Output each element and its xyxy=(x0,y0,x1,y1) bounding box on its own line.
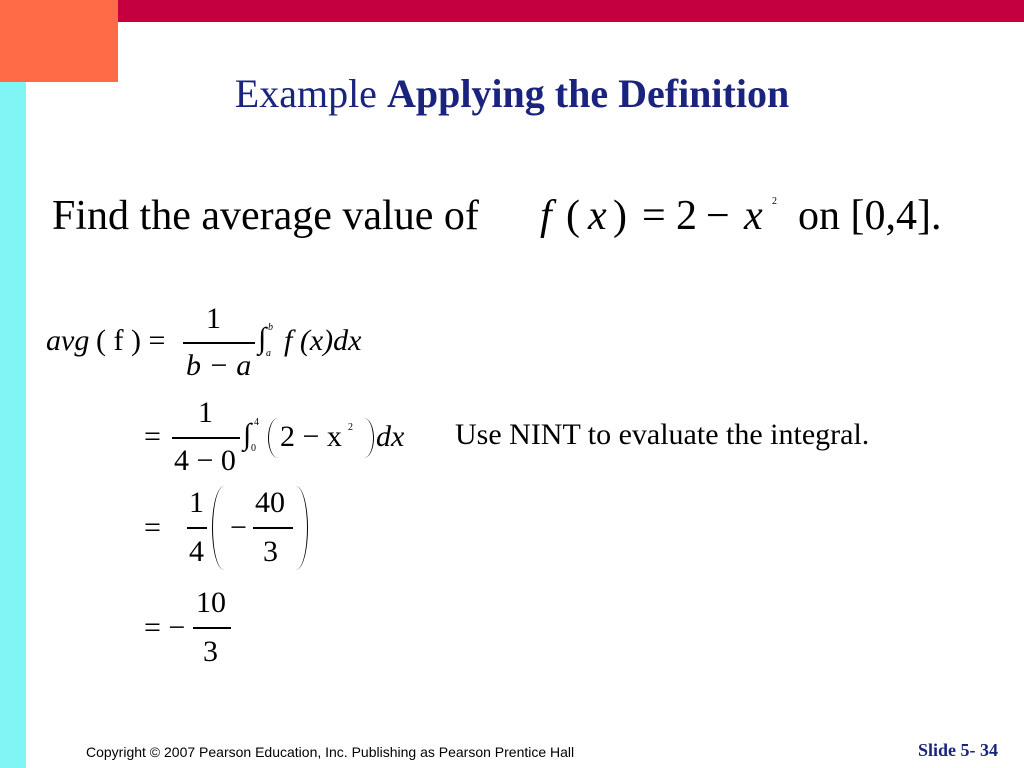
step3-minus: − xyxy=(230,511,247,544)
problem-exponent: 2 xyxy=(772,196,777,207)
step2-dx: dx xyxy=(376,420,405,453)
step3-numerator-1: 1 xyxy=(189,486,204,519)
slide-title xyxy=(0,70,1024,117)
step1-denominator: b − a xyxy=(186,349,252,382)
problem-x: x xyxy=(588,193,607,239)
integral-sign: ∫ xyxy=(258,322,267,355)
step2-integrand: 2 − x xyxy=(280,420,342,453)
problem-lparen: ( xyxy=(566,193,580,239)
step2-numerator: 1 xyxy=(198,396,213,429)
upper-limit: b xyxy=(268,322,273,333)
problem-f: f xyxy=(540,193,552,239)
step3-numerator-2: 40 xyxy=(255,486,285,519)
step4-denominator: 3 xyxy=(203,635,218,668)
step2-exponent: 2 xyxy=(348,422,353,433)
avg-label: avg xyxy=(46,324,90,357)
lower-limit: a xyxy=(266,348,271,359)
problem-lead: Find the average value of xyxy=(52,193,479,239)
step3-fraction-bar-1 xyxy=(187,527,207,529)
side-accent-bar xyxy=(0,82,26,768)
copyright-footer: Copyright © 2007 Pearson Education, Inc. Publishing as Pearson Prentice Hall xyxy=(86,744,575,760)
step1-fraction-bar xyxy=(183,342,255,344)
step3-equals: = xyxy=(144,511,161,544)
problem-two: 2 xyxy=(676,193,697,239)
step4-equals: = − xyxy=(144,611,186,644)
top-accent-bar xyxy=(118,0,1024,22)
step4-fraction-bar xyxy=(193,627,231,629)
step2-fraction-bar xyxy=(172,437,240,439)
step3-fraction-bar-2 xyxy=(253,527,293,529)
slide-number: Slide 5- 34 xyxy=(917,740,998,760)
title-bold: Applying the Definition xyxy=(386,71,790,116)
problem-x-squared: x xyxy=(744,193,763,239)
integrand: f (x)dx xyxy=(284,324,362,357)
lower-limit: 0 xyxy=(251,443,256,454)
step2-denominator: 4 − 0 xyxy=(174,444,236,477)
problem-equals: = xyxy=(642,193,666,239)
step2-equals: = xyxy=(144,420,161,453)
step3-denominator-1: 4 xyxy=(189,535,204,568)
step1-numerator: 1 xyxy=(206,302,221,335)
avg-arg: ( f ) = xyxy=(96,324,166,357)
integral-sign: ∫ xyxy=(243,418,252,451)
problem-rparen: ) xyxy=(613,193,627,239)
problem-minus: − xyxy=(706,193,730,239)
step4-numerator: 10 xyxy=(196,586,226,619)
upper-limit: 4 xyxy=(254,417,259,428)
title-prefix: Example xyxy=(234,71,387,116)
step3-denominator-2: 3 xyxy=(263,535,278,568)
problem-interval: on [0,4]. xyxy=(798,193,942,239)
nint-note: Use NINT to evaluate the integral. xyxy=(455,418,870,451)
